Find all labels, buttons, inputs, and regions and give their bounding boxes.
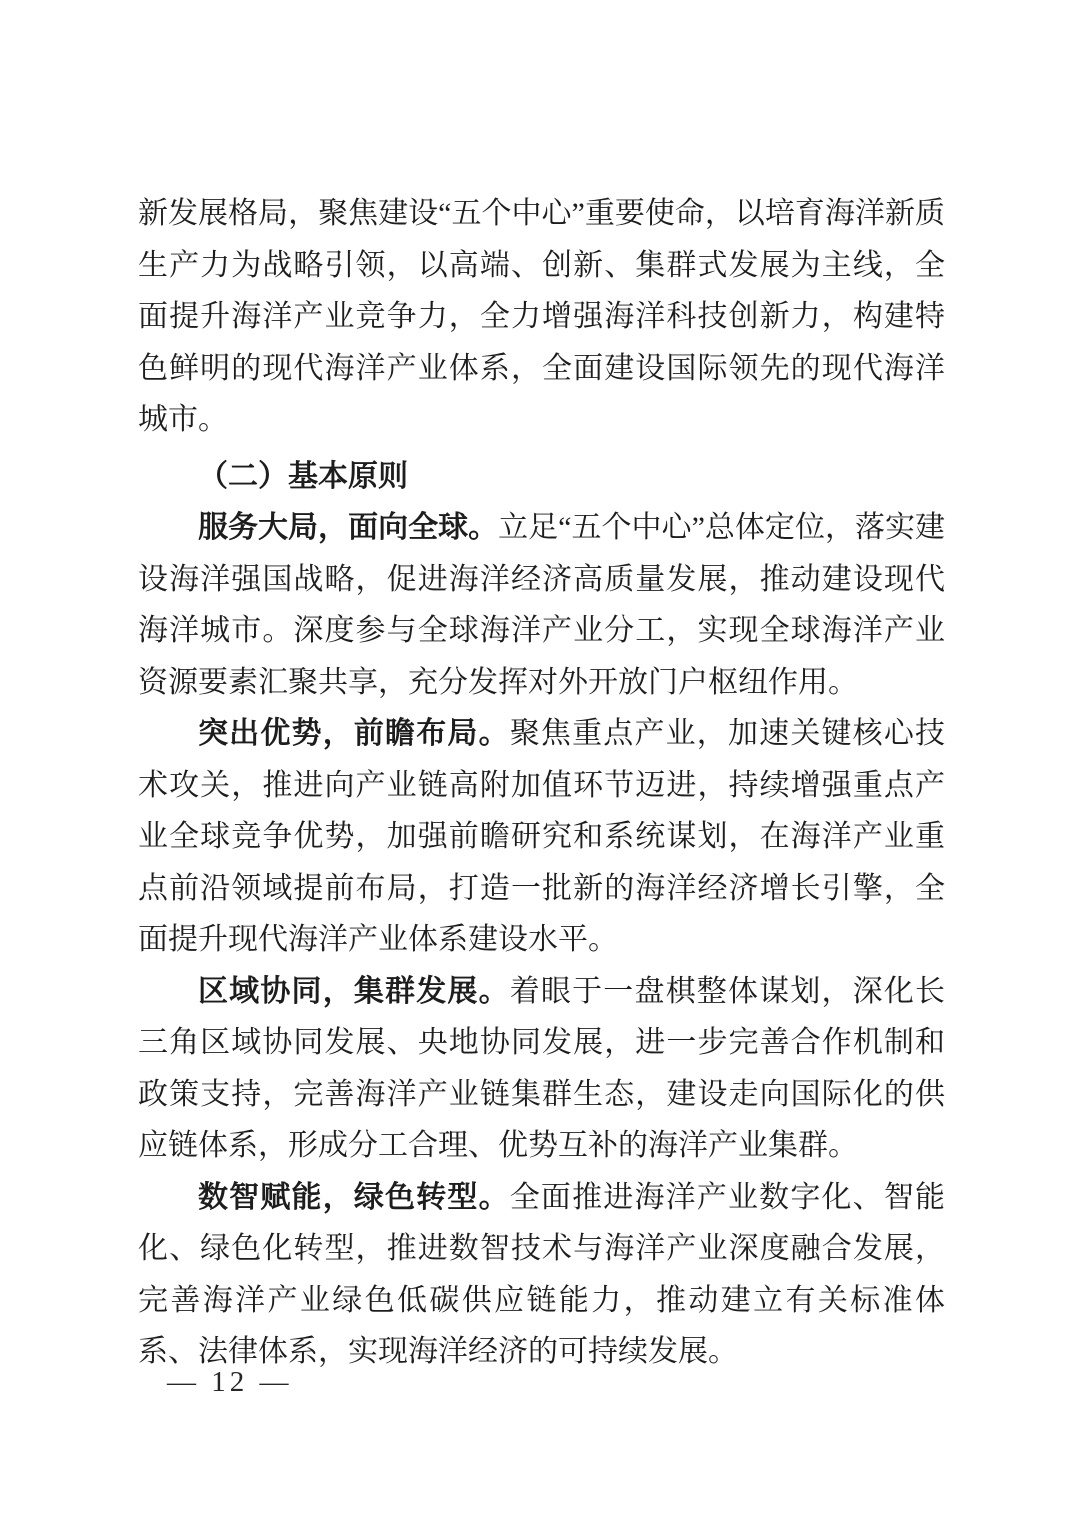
principle-lead: 服务大局，面向全球。 <box>198 511 499 544</box>
principle-lead: 区域协同，集群发展。 <box>198 974 510 1008</box>
section-heading: （二）基本原则 <box>198 459 408 493</box>
principle-paragraph <box>138 1172 945 1378</box>
principle-paragraph <box>138 966 945 1172</box>
principle-body: 着眼于一盘棋整体谋划，深化长三角区域协同发展、央地协同发展，进一步完善合作机制和政策支持，完善海洋产业链集群生态，建设走向国际化的供应链体系，形成分工合理、优势互补的海洋产业集群。 <box>138 974 946 1162</box>
page-number: — 12 — <box>167 1366 293 1398</box>
principle-body: 全面推进海洋产业数字化、智能化、绿色化转型，推进数智技术与海洋产业深度融合发展，完善海洋产业绿色低碳供应链能力，推动建立有关标准体系、法律体系，实现海洋经济的可持续发展。 <box>138 1180 946 1368</box>
principle-lead: 数智赋能，绿色转型。 <box>198 1180 510 1214</box>
opening-paragraph: 新发展格局，聚焦建设“五个中心”重要使命，以培育海洋新质生产力为战略引领，以高端、创新、集群式发展为主线，全面提升海洋产业竞争力，全力增强海洋科技创新力，构建特色鲜明的现代海洋产业体系，全面建设国际领先的现代海洋城市。 <box>138 197 945 436</box>
principle-paragraph <box>138 708 945 966</box>
document-body <box>138 188 945 1378</box>
principle-body: 聚焦重点产业，加速关键核心技术攻关，推进向产业链高附加值环节迈进，持续增强重点产业全球竞争优势，加强前瞻研究和系统谋划，在海洋产业重点前沿领域提前布局，打造一批新的海洋经济增长引擎，全面提升现代海洋产业体系建设水平。 <box>138 717 946 956</box>
principle-lead: 突出优势，前瞻布局。 <box>198 717 510 750</box>
principle-body: 立足“五个中心”总体定位，落实建设海洋强国战略，促进海洋经济高质量发展，推动建设现代海洋城市。深度参与全球海洋产业分工，实现全球海洋产业资源要素汇聚共享，充分发挥对外开放门户枢纽作用。 <box>138 511 946 699</box>
principle-paragraph <box>138 502 945 708</box>
